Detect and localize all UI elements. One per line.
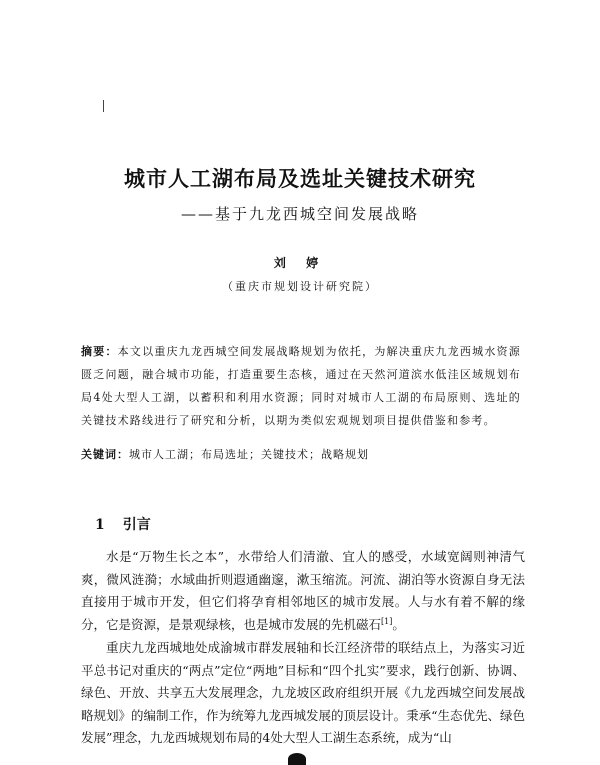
section-number: 1 <box>95 517 105 533</box>
keywords-block <box>81 446 521 462</box>
paragraph-1-end: 。 <box>392 616 405 632</box>
section-heading <box>95 514 151 534</box>
paragraph-1-text: 水是“万物生长之本”，水带给人们清澈、宜人的感受，水域宽阔则神清气爽，微风涟漪；水域曲折则遐通幽邃，漱玉缩流。河流、湖泊等水资源自身无法直接用于城市开发，但它们将孕育相邻地区的城市发展。人与水有着不解的缘分，它是资源，是景观绿核，也是城市发展的先机磁石 <box>81 549 525 632</box>
abstract-label: 摘要： <box>81 345 118 358</box>
author-affiliation: （重庆市规划设计研究院） <box>222 280 378 293</box>
body-paragraph-1 <box>81 546 525 636</box>
body-paragraph-2 <box>81 637 525 750</box>
abstract-text: 本文以重庆九龙西城空间发展战略规划为依托，为解决重庆九龙西城水资源匮乏问题，融合城市功能，打造重要生态核，通过在天然河道滨水低洼区域规划布局4处大型人工湖，以蓄积和利用水资源；同时对城市人工湖的布局原则、选址的关键技术路线进行了研究和分析，以期为类似宏观规划项目提供借鉴和参考。 <box>81 345 521 427</box>
keywords-label: 关键词： <box>81 448 129 461</box>
abstract-block <box>81 340 521 432</box>
paper-subtitle: ——基于九龙西城空间发展战略 <box>180 205 419 223</box>
citation-ref: [1] <box>381 616 393 626</box>
author-name: 刘 婷 <box>273 256 327 270</box>
paragraph-2-text: 重庆九龙西城地处成渝城市群发展轴和长江经济带的联结点上，为落实习近平总书记对重庆的“两点”定位“两地”目标和“四个扎实”要求，践行创新、协调、绿色、开放、共享五大发展理念，九龙坡区政府组织开展《九龙西城空间发展战略规划》的编制工作，作为统筹九龙西城发展的顶层设计。秉承“生态优先、绿色发展”理念，九龙西城规划布局的4处大型人工湖生态系统，成为“山 <box>81 640 525 745</box>
keywords-text: 城市人工湖；布局选址；关键技术；战略规划 <box>129 448 369 461</box>
section-title: 引言 <box>122 517 151 533</box>
scan-blot <box>288 753 306 765</box>
scan-mark <box>103 100 104 112</box>
paper-title: 城市人工湖布局及选址关键技术研究 <box>124 166 476 191</box>
